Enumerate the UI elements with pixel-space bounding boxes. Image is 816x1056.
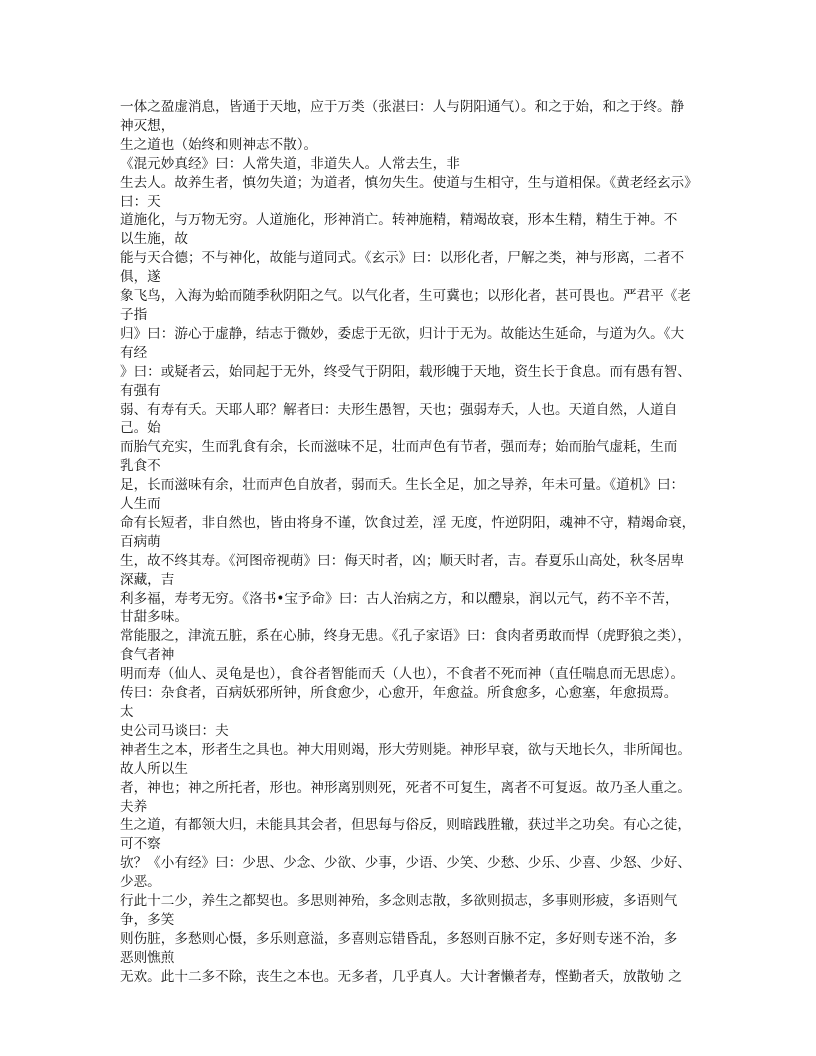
text-line: 行此十二少，养生之都契也。多思则神殆，多念则志散，多欲则损志，多事则形疲，多语则气 — [120, 893, 678, 910]
text-line: 无欢。此十二多不除，丧生之本也。无多者，几乎真人。大计奢懒者寿，悭勤者夭，放散劬 之 — [120, 968, 682, 985]
text-line: 百病萌 — [120, 533, 161, 550]
text-line: 象飞鸟，入海为蛤而随季秋阴阳之气。以气化者，生可冀也；以形化者，甚可畏也。严君平《老 — [120, 288, 691, 305]
text-line: 传曰：杂食者，百病妖邪所钟，所食愈少，心愈开，年愈益。所食愈多，心愈塞，年愈损焉。 — [120, 685, 678, 702]
text-line: 则伤脏，多愁则心慑，多乐则意溢，多喜则忘错昏乱，多怒则百脉不定，多好则专迷不治，多 — [120, 930, 678, 947]
text-line: 欤？《小有经》曰：少思、少念、少欲、少事，少语、少笑、少愁、少乐、少喜、少怒、少好、 — [120, 855, 691, 872]
text-line: 可不察 — [120, 836, 161, 853]
text-line: 恶则憔煎 — [120, 949, 175, 966]
text-line: 乳食不 — [120, 458, 161, 475]
text-line: 俱，遂 — [120, 269, 161, 286]
text-line: 生之道，有都领大归，未能具其会者，但思每与俗反，则暗践胜辙，获过半之功矣。有心之徒， — [120, 817, 691, 834]
text-line: 道施化，与万物无穷。人道施化，形神消亡。转神施精，精竭故衰，形本生精，精生于神。不 — [120, 212, 678, 229]
text-line: 常能服之，津流五脏，系在心肺，终身无患。《孔子家语》曰：食肉者勇敢而悍（虎野狼之类）， — [120, 628, 691, 645]
text-line: 而胎气充实，生而乳食有余，长而滋味不足，壮而声色有节者，强而寿；始而胎气虚耗，生而 — [120, 439, 678, 456]
text-line: 生之道也（始终和则神志不散）。 — [120, 136, 318, 153]
text-line: 有经 — [120, 344, 148, 361]
text-line: 神灭想， — [120, 117, 175, 134]
text-line: 太 — [120, 704, 134, 720]
text-line: 命有长短者，非自然也，皆由将身不谨，饮食过差，淫 无度，忤逆阴阳，魂神不守，精竭命衰， — [120, 514, 696, 531]
text-line: 足，长而滋味有余，壮而声色自放者，弱而夭。生长全足，加之导养，年未可量。《道机》曰： — [120, 477, 685, 494]
text-line: 生，故不终其寿。《河图帝视萌》曰：侮天时者，凶；顺天时者，吉。春夏乐山高处，秋冬居卑 — [120, 552, 685, 569]
text-line: 能与天合德；不与神化，故能与道同式。《玄示》曰：以形化者，尸解之类，神与形离，二者不 — [120, 250, 685, 267]
text-line: 少恶。 — [120, 874, 161, 891]
text-line: 以生施，故 — [120, 231, 188, 248]
text-line: 明而寿（仙人、灵龟是也），食谷者智能而夭（人也），不食者不死而神（直任喘息而无思虑）。 — [120, 666, 685, 683]
text-line: 归》曰：游心于虚静，结志于微妙，委虑于无欲，归计于无为。故能达生延命，与道为久。《大 — [120, 325, 685, 342]
text-line: 者，神也；神之所托者，形也。神形离别则死，死者不可复生，离者不可复返。故乃圣人重之。 — [120, 779, 691, 796]
text-line: 争，多笑 — [120, 911, 175, 928]
text-line: 曰：天 — [120, 193, 161, 210]
document-body — [120, 98, 700, 987]
text-line: 生去人。故养生者，慎勿失道；为道者，慎勿失生。使道与生相守，生与道相保。《黄老经玄示》 — [120, 174, 698, 191]
text-line: 史公司马谈曰：夫 — [120, 722, 229, 739]
text-line: 人生而 — [120, 496, 161, 513]
text-line: 》曰：或疑者云，始同起于无外，终受气于阴阳，载形魄于天地，资生长于食息。而有愚有智、 — [120, 363, 691, 380]
text-line: 子指 — [120, 306, 148, 323]
text-line: 深藏，吉 — [120, 571, 175, 588]
text-line: 故人所以生 — [120, 760, 188, 777]
text-line: 《混元妙真经》曰：人常失道，非道失人。人常去生，非 — [120, 155, 460, 172]
text-line: 己。始 — [120, 420, 161, 437]
text-line: 一体之盈虚消息，皆通于天地，应于万类（张湛曰：人与阴阳通气）。和之于始，和之于终。静 — [120, 99, 685, 115]
text-line: 利多福，寿考无穷。《洛书•宝予命》曰：古人治病之方，和以醴泉，润以元气，药不辛不苦， — [120, 590, 679, 607]
text-line: 神者生之本，形者生之具也。神大用则竭，形大劳则毙。神形早衰，欲与天地长久，非所闻也。 — [120, 741, 691, 758]
text-line: 弱、有寿有夭。天耶人耶？解者曰：夫形生愚智，天也；强弱寿夭，人也。天道自然，人道自 — [120, 401, 678, 418]
text-line: 夫养 — [120, 798, 148, 815]
text-line: 有强有 — [120, 382, 161, 399]
text-line: 食气者神 — [120, 647, 175, 664]
text-line: 甘甜多味。 — [120, 609, 188, 626]
